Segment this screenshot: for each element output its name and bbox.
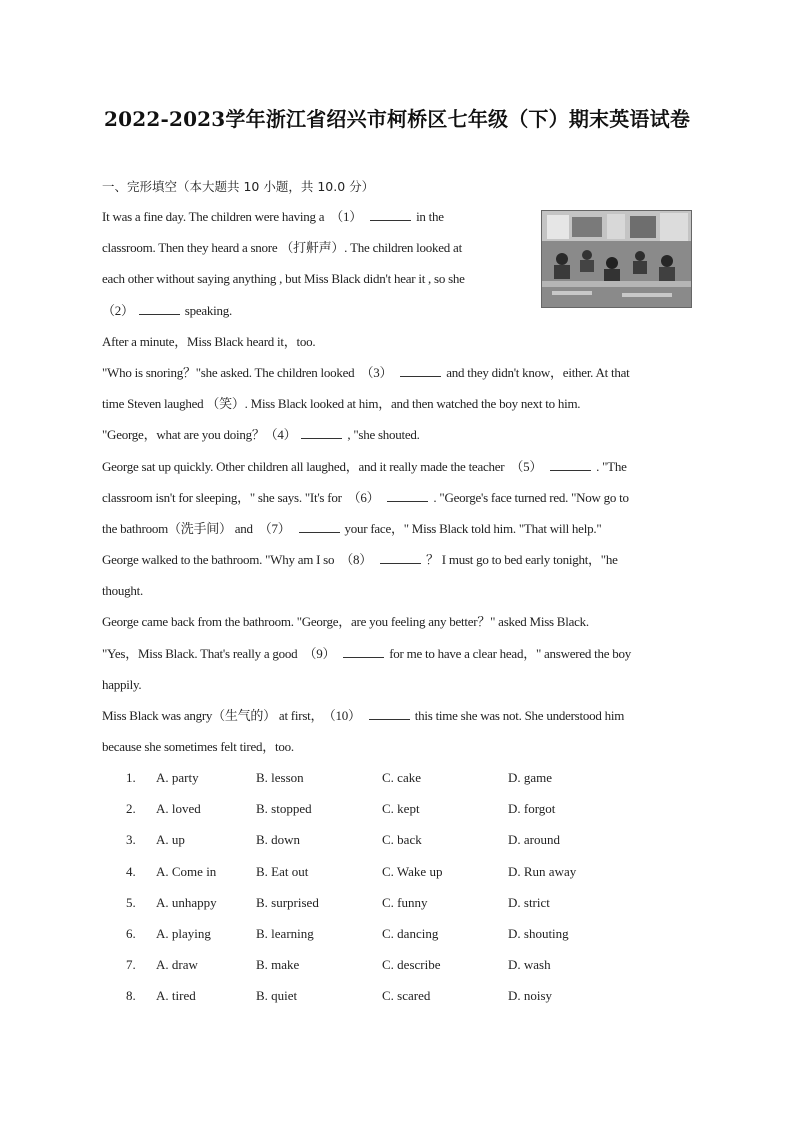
option-d[interactable]: D. Run away	[508, 863, 577, 879]
blank-number: （1）	[330, 209, 363, 224]
blank-number: （6）	[347, 489, 380, 505]
option-b[interactable]: B. down	[256, 832, 301, 848]
question-number: 4.	[126, 863, 136, 879]
passage-line: Miss Black was angry（生气的） at first， （10） this time she was not. She understood him	[102, 702, 692, 733]
option-c[interactable]: C. funny	[382, 894, 428, 910]
answer-blank[interactable]	[370, 206, 411, 221]
passage-line: the bathroom（洗手间） and （7） your face，" Miss Black told him. "That will help."	[102, 515, 692, 546]
option-row	[126, 983, 646, 1014]
passage-line: thought.	[102, 583, 143, 599]
passage-line: classroom isn't for sleeping，" she says. "It's for （6） . "George's face turned red. "Now go to	[102, 484, 692, 515]
option-b[interactable]: B. surprised	[256, 894, 319, 910]
answer-blank[interactable]	[400, 362, 441, 377]
blank-number: （7）	[258, 520, 291, 536]
option-b[interactable]: B. quiet	[256, 988, 298, 1004]
option-b[interactable]: B. make	[256, 957, 300, 973]
option-d[interactable]: D. noisy	[508, 988, 553, 1004]
option-row	[126, 952, 646, 983]
option-a[interactable]: A. playing	[156, 925, 211, 941]
option-a[interactable]: A. up	[156, 832, 185, 848]
answer-blank[interactable]	[369, 705, 410, 720]
blank-number: （9）	[303, 645, 336, 661]
option-b[interactable]: B. stopped	[256, 801, 312, 817]
question-number: 3.	[126, 832, 136, 848]
option-a[interactable]: A. tired	[156, 988, 196, 1004]
passage-line: George came back from the bathroom. "George，are you feeling any better？" asked Miss Black.	[102, 614, 589, 630]
option-c[interactable]: C. back	[382, 832, 422, 848]
option-row	[126, 796, 646, 827]
blank-number: （2）	[102, 302, 134, 318]
section-heading: 一、完形填空（本大题共 10 小题，共 10.0 分）	[102, 179, 375, 194]
passage-line: "Who is snoring？"she asked. The children looked （3） and they didn't know，either. At that	[102, 359, 692, 390]
passage-line: After a minute，Miss Black heard it，too.	[102, 333, 316, 349]
option-c[interactable]: C. describe	[382, 957, 441, 973]
passage-line: "George，what are you doing？（4） , "she shouted.	[102, 421, 692, 452]
option-b[interactable]: B. lesson	[256, 770, 304, 785]
answer-blank[interactable]	[550, 456, 591, 471]
option-c[interactable]: C. dancing	[382, 925, 439, 941]
option-a[interactable]: A. draw	[156, 957, 198, 973]
option-a[interactable]: A. party	[156, 770, 199, 785]
passage-line: time Steven laughed （笑）. Miss Black looked at him，and then watched the boy next to him.	[102, 396, 581, 412]
option-a[interactable]: A. Come in	[156, 863, 217, 879]
blank-number: （5）	[510, 458, 543, 474]
question-number: 1.	[126, 770, 136, 785]
option-row	[126, 921, 646, 952]
option-row	[126, 765, 646, 796]
option-d[interactable]: D. around	[508, 832, 560, 848]
passage-line: （2） speaking.	[102, 297, 692, 328]
passage-line: happily.	[102, 676, 142, 692]
answer-blank[interactable]	[299, 518, 340, 533]
passage-line: George walked to the bathroom. "Why am I so （8） ？ I must go to bed early tonight，"he	[102, 546, 692, 577]
answer-blank[interactable]	[301, 424, 342, 439]
blank-number: （8）	[340, 552, 372, 568]
option-c[interactable]: C. kept	[382, 801, 420, 817]
option-row	[126, 859, 646, 890]
answer-options	[126, 765, 646, 1015]
answer-blank[interactable]	[380, 549, 421, 564]
option-d[interactable]: D. game	[508, 770, 553, 785]
answer-blank[interactable]	[139, 300, 180, 315]
option-a[interactable]: A. unhappy	[156, 894, 217, 910]
option-d[interactable]: D. shouting	[508, 925, 569, 941]
option-d[interactable]: D. forgot	[508, 801, 556, 817]
option-row	[126, 827, 646, 858]
option-d[interactable]: D. strict	[508, 894, 550, 910]
option-row	[126, 890, 646, 921]
option-c[interactable]: C. Wake up	[382, 863, 443, 879]
passage-line: because she sometimes felt tired，too.	[102, 739, 294, 755]
passage-line: "Yes，Miss Black. That's really a good （9） for me to have a clear head，" answered the boy	[102, 640, 692, 671]
cloze-passage	[102, 203, 692, 764]
question-number: 2.	[126, 801, 136, 817]
option-a[interactable]: A. loved	[156, 801, 201, 817]
blank-number: （3）	[360, 364, 393, 380]
option-d[interactable]: D. wash	[508, 957, 551, 973]
question-number: 5.	[126, 894, 136, 910]
option-c[interactable]: C. scared	[382, 988, 431, 1004]
blank-number: （10）	[329, 708, 361, 723]
passage-line: classroom. Then they heard a snore （打鼾声）. The children looked at	[102, 240, 462, 256]
exam-title: 2022-2023学年浙江省绍兴市柯桥区七年级（下）期末英语试卷	[103, 107, 691, 131]
passage-line: each other without saying anything , but Miss Black didn't hear it , so she	[102, 271, 465, 287]
question-number: 8.	[126, 988, 136, 1004]
question-number: 6.	[126, 925, 136, 941]
passage-line: George sat up quickly. Other children all laughed，and it really made the teacher （5） . "The	[102, 453, 692, 484]
question-number: 7.	[126, 957, 136, 973]
option-b[interactable]: B. learning	[256, 925, 314, 941]
option-b[interactable]: B. Eat out	[256, 863, 309, 879]
answer-blank[interactable]	[387, 487, 428, 502]
answer-blank[interactable]	[343, 643, 384, 658]
option-c[interactable]: C. cake	[382, 770, 421, 785]
passage-line: It was a fine day. The children were having a （1） in the	[102, 203, 692, 234]
